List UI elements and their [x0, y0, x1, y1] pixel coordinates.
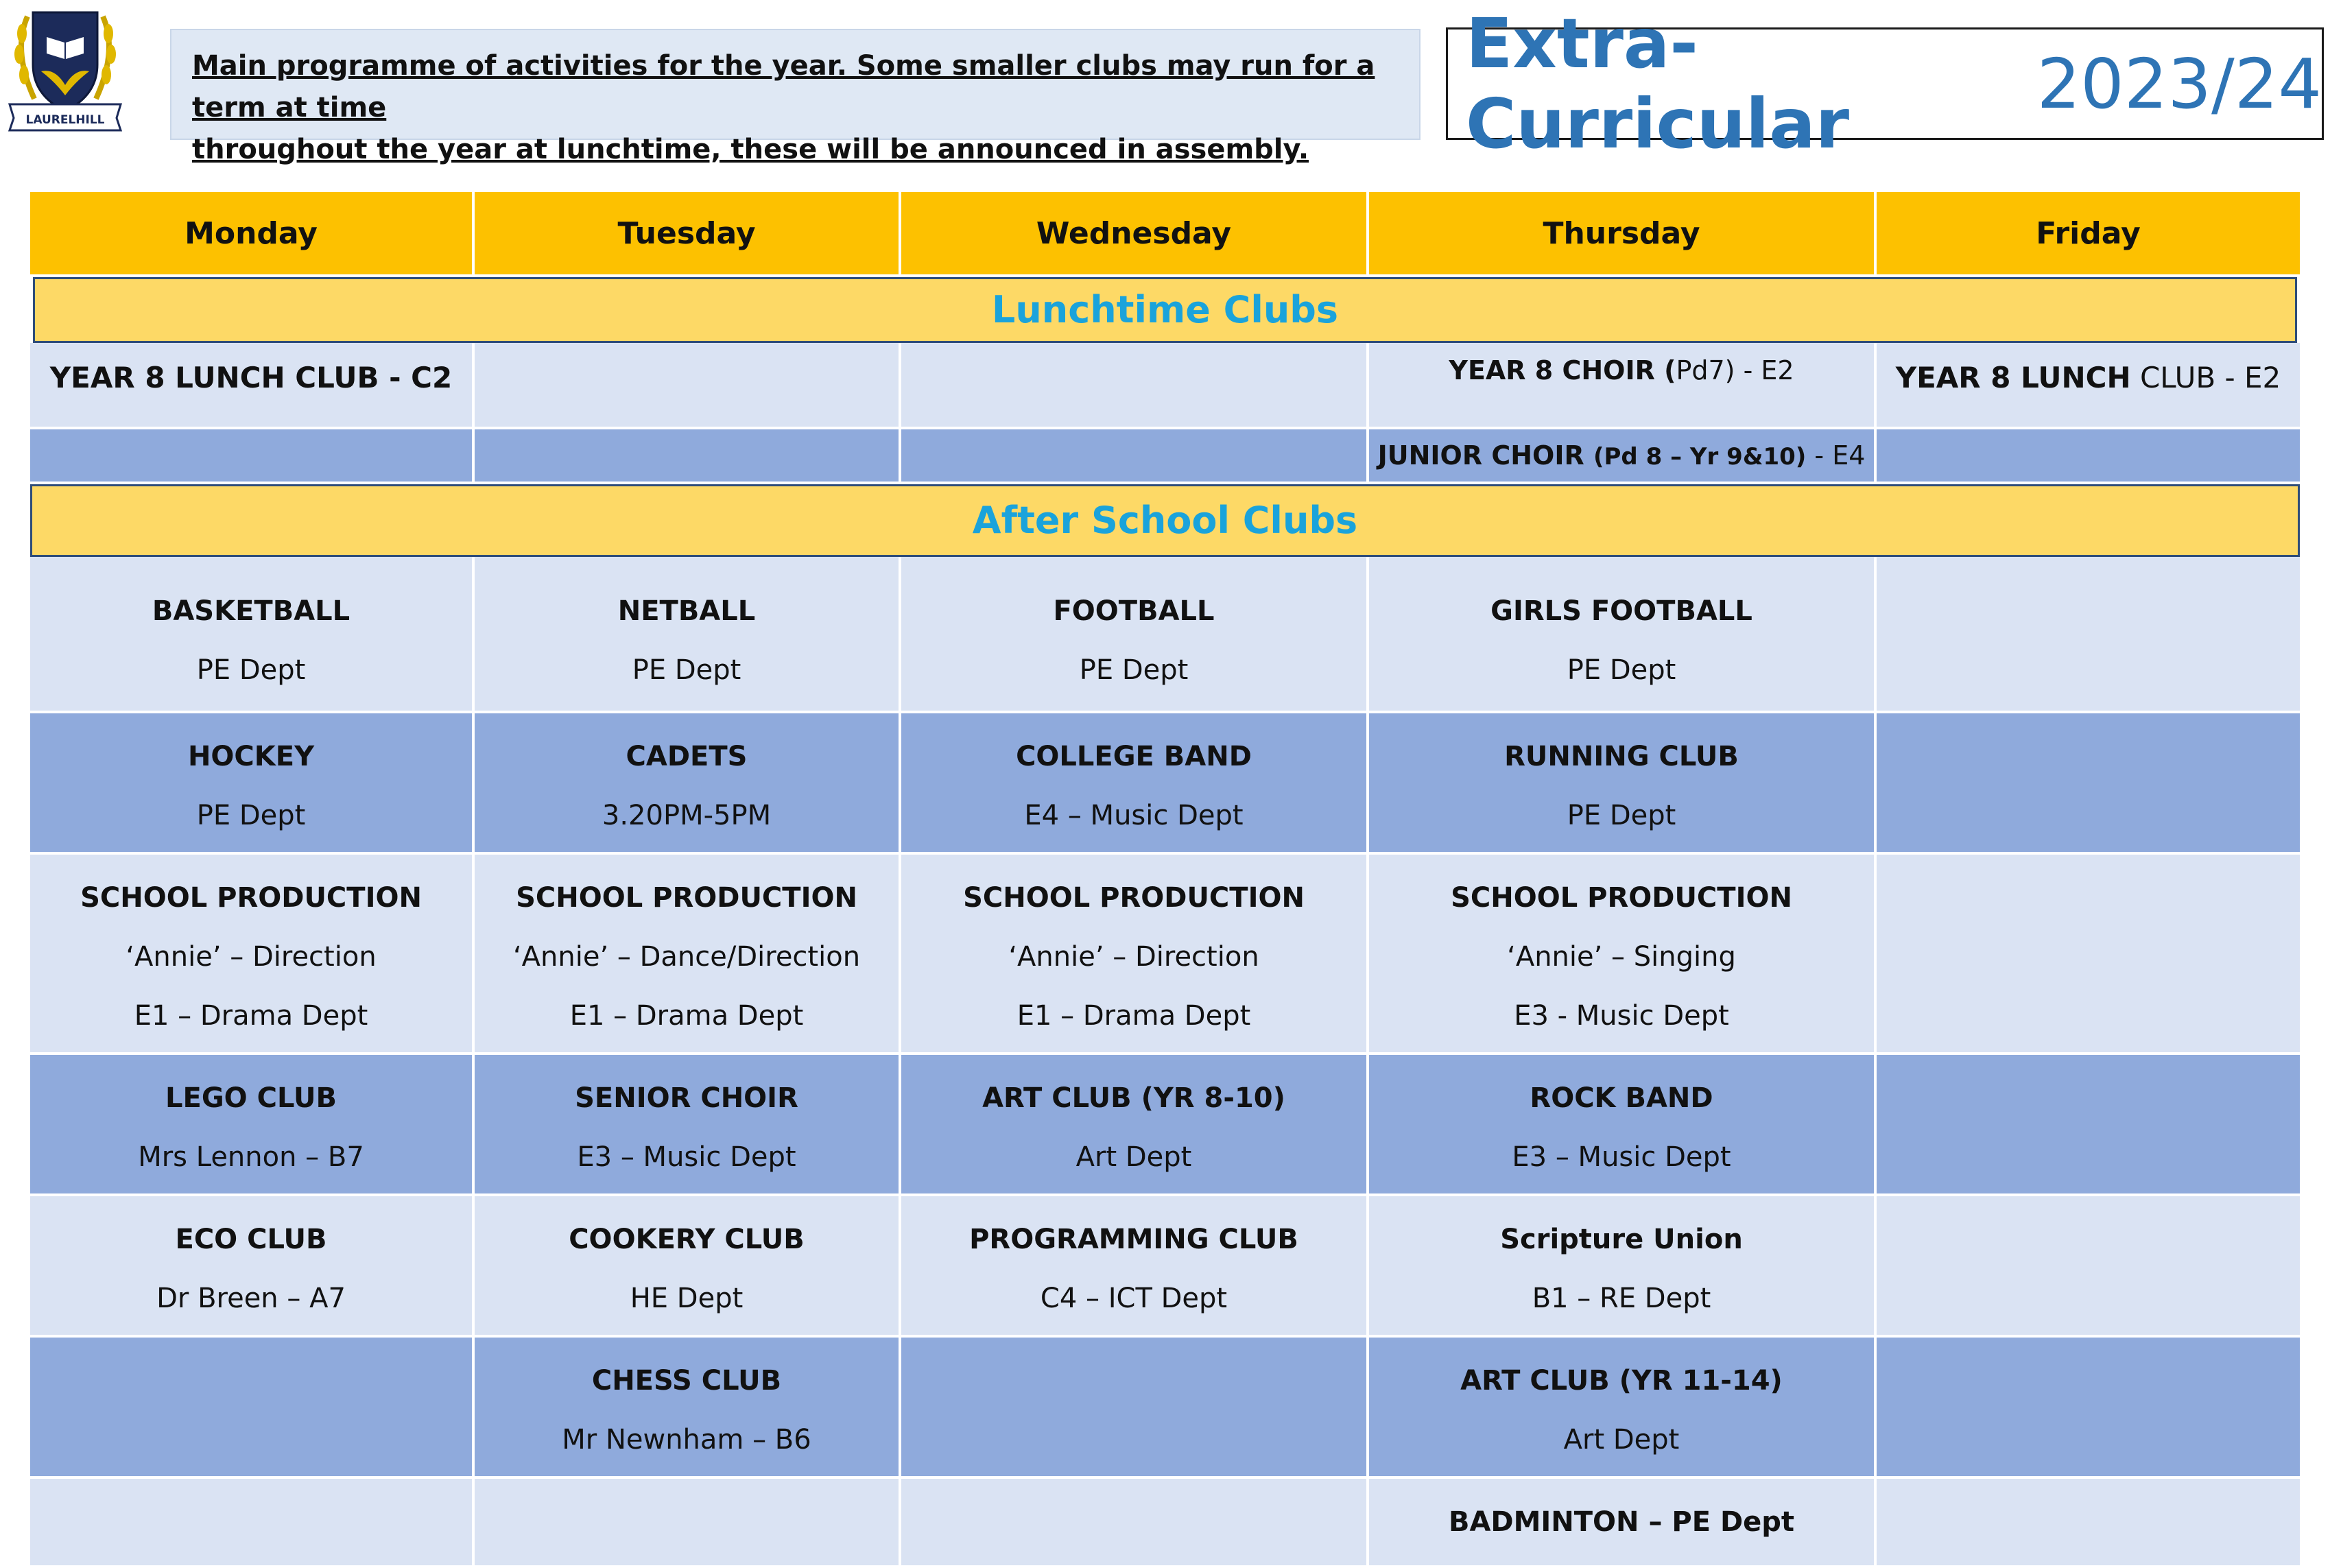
club-room: E3 - Music Dept	[1514, 1000, 1729, 1032]
after-school-row	[30, 713, 2300, 855]
club-name: YEAR 8 LUNCH CLUB - E2	[1895, 361, 2281, 394]
club-cell-monday	[30, 1055, 475, 1196]
club-name: FOOTBALL	[1053, 595, 1215, 627]
club-name: Scripture Union	[1500, 1224, 1743, 1255]
lunch-row	[30, 429, 2300, 484]
after-school-row	[30, 1338, 2300, 1479]
club-name: SCHOOL PRODUCTION	[80, 882, 422, 914]
lunch-friday	[1877, 343, 2300, 429]
club-cell-wednesday	[901, 855, 1369, 1055]
club-cell-wednesday	[901, 1479, 1369, 1568]
club-cell-monday	[30, 855, 475, 1055]
club-cell-thursday	[1369, 713, 1877, 855]
club-name: ROCK BAND	[1530, 1082, 1713, 1114]
club-cell-friday	[1877, 855, 2300, 1055]
club-cell-thursday	[1369, 855, 1877, 1055]
club-cell-tuesday	[475, 1338, 901, 1479]
club-detail: C4 – ICT Dept	[1040, 1283, 1228, 1314]
timetable	[30, 192, 2300, 1568]
club-name: COLLEGE BAND	[1016, 741, 1252, 772]
club-cell-friday	[1877, 557, 2300, 713]
day-header-tuesday: Tuesday	[475, 192, 901, 277]
club-cell-tuesday	[475, 1055, 901, 1196]
club-cell-thursday	[1369, 1338, 1877, 1479]
day-header-row	[30, 192, 2300, 277]
lunch-row	[30, 343, 2300, 429]
club-name: ART CLUB (YR 8-10)	[982, 1082, 1285, 1114]
club-cell-thursday	[1369, 1196, 1877, 1338]
lunch-monday	[30, 343, 475, 429]
club-name: CADETS	[626, 741, 748, 772]
club-detail: HE Dept	[630, 1283, 744, 1314]
club-cell-friday	[1877, 1479, 2300, 1568]
club-detail: Mr Newnham – B6	[562, 1424, 811, 1456]
club-name: NETBALL	[617, 595, 756, 627]
club-cell-friday	[1877, 1338, 2300, 1479]
club-name: SENIOR CHOIR	[575, 1082, 798, 1114]
club-detail: ‘Annie’ – Direction	[1008, 941, 1259, 973]
club-cell-monday	[30, 557, 475, 713]
club-cell-monday	[30, 1338, 475, 1479]
club-detail: PE Dept	[632, 654, 741, 686]
club-cell-wednesday	[901, 1196, 1369, 1338]
title-year: 2023/24	[2036, 43, 2322, 124]
after-school-row	[30, 1479, 2300, 1568]
club-room: E1 – Drama Dept	[134, 1000, 368, 1032]
lunch-thursday	[1369, 343, 1877, 429]
club-name: BADMINTON – PE Dept	[1448, 1506, 1795, 1538]
club-name: CHESS CLUB	[591, 1365, 782, 1397]
club-name: ECO CLUB	[175, 1224, 327, 1255]
club-name: SCHOOL PRODUCTION	[1451, 882, 1792, 914]
club-cell-friday	[1877, 1196, 2300, 1338]
club-cell-thursday	[1369, 557, 1877, 713]
club-detail: E3 – Music Dept	[577, 1141, 796, 1173]
lunch-wednesday	[901, 429, 1369, 484]
club-name: SCHOOL PRODUCTION	[516, 882, 857, 914]
club-cell-friday	[1877, 1055, 2300, 1196]
club-detail: ‘Annie’ – Singing	[1507, 941, 1736, 973]
club-cell-wednesday	[901, 557, 1369, 713]
page-title	[1446, 3, 2324, 164]
after-school-row	[30, 1196, 2300, 1338]
section-lunchtime-clubs: Lunchtime Clubs	[33, 277, 2297, 343]
lunch-tuesday	[475, 429, 901, 484]
club-name: YEAR 8 CHOIR (Pd7) - E2	[1449, 355, 1794, 385]
notice-line-1: Main programme of activities for the year. Some smaller clubs may run for a term at time	[192, 50, 1375, 123]
club-name: PROGRAMMING CLUB	[969, 1224, 1298, 1255]
after-school-row	[30, 1055, 2300, 1196]
notice-line-2: throughout the year at lunchtime, these will be announced in assembly.	[192, 134, 1309, 165]
club-detail: PE Dept	[1567, 654, 1676, 686]
club-name: ART CLUB (YR 11-14)	[1460, 1365, 1783, 1397]
club-cell-thursday	[1369, 1479, 1877, 1568]
club-detail: 3.20PM-5PM	[602, 800, 772, 831]
club-name: RUNNING CLUB	[1504, 741, 1739, 772]
club-detail: PE Dept	[196, 800, 306, 831]
club-detail: ‘Annie’ – Dance/Direction	[512, 941, 861, 973]
club-cell-wednesday	[901, 713, 1369, 855]
club-detail: PE Dept	[1567, 800, 1676, 831]
day-header-monday: Monday	[30, 192, 475, 277]
lunch-thursday	[1369, 429, 1877, 484]
club-name: SCHOOL PRODUCTION	[963, 882, 1305, 914]
club-cell-wednesday	[901, 1055, 1369, 1196]
club-name: BASKETBALL	[152, 595, 350, 627]
club-detail: Mrs Lennon – B7	[138, 1141, 364, 1173]
club-detail: B1 – RE Dept	[1532, 1283, 1711, 1314]
club-cell-tuesday	[475, 557, 901, 713]
club-cell-monday	[30, 713, 475, 855]
club-detail: Art Dept	[1563, 1424, 1680, 1456]
club-name: LEGO CLUB	[165, 1082, 337, 1114]
club-name: YEAR 8 LUNCH CLUB - C2	[49, 361, 453, 394]
club-cell-wednesday	[901, 1338, 1369, 1479]
club-name: HOCKEY	[187, 741, 315, 772]
lunch-tuesday	[475, 343, 901, 429]
club-detail: E3 – Music Dept	[1512, 1141, 1731, 1173]
section-after-school-clubs: After School Clubs	[30, 484, 2300, 557]
club-cell-monday	[30, 1196, 475, 1338]
club-detail: ‘Annie’ – Direction	[126, 941, 377, 973]
club-detail: PE Dept	[1079, 654, 1189, 686]
club-detail: Art Dept	[1075, 1141, 1192, 1173]
club-cell-tuesday	[475, 855, 901, 1055]
day-header-thursday: Thursday	[1369, 192, 1877, 277]
club-detail: PE Dept	[196, 654, 306, 686]
after-school-row	[30, 855, 2300, 1055]
logo-ribbon-text: LAURELHILL	[25, 113, 105, 127]
club-cell-tuesday	[475, 1479, 901, 1568]
club-cell-tuesday	[475, 713, 901, 855]
lunch-friday	[1877, 429, 2300, 484]
club-room: E1 – Drama Dept	[1017, 1000, 1251, 1032]
club-cell-thursday	[1369, 1055, 1877, 1196]
school-crest-logo	[7, 3, 123, 133]
lunch-wednesday	[901, 343, 1369, 429]
club-name: JUNIOR CHOIR (Pd 8 – Yr 9&10) - E4	[1377, 440, 1866, 471]
club-detail: Dr Breen – A7	[156, 1283, 346, 1314]
club-cell-friday	[1877, 713, 2300, 855]
day-header-friday: Friday	[1877, 192, 2300, 277]
club-name: GIRLS FOOTBALL	[1490, 595, 1752, 627]
club-detail: E4 – Music Dept	[1024, 800, 1244, 831]
lunch-monday	[30, 429, 475, 484]
club-cell-monday	[30, 1479, 475, 1568]
programme-notice	[170, 29, 1420, 165]
after-school-row	[30, 557, 2300, 713]
day-header-wednesday: Wednesday	[901, 192, 1369, 277]
title-main: Extra-Curricular	[1466, 3, 1850, 164]
club-name: COOKERY CLUB	[569, 1224, 805, 1255]
club-cell-tuesday	[475, 1196, 901, 1338]
club-room: E1 – Drama Dept	[569, 1000, 804, 1032]
